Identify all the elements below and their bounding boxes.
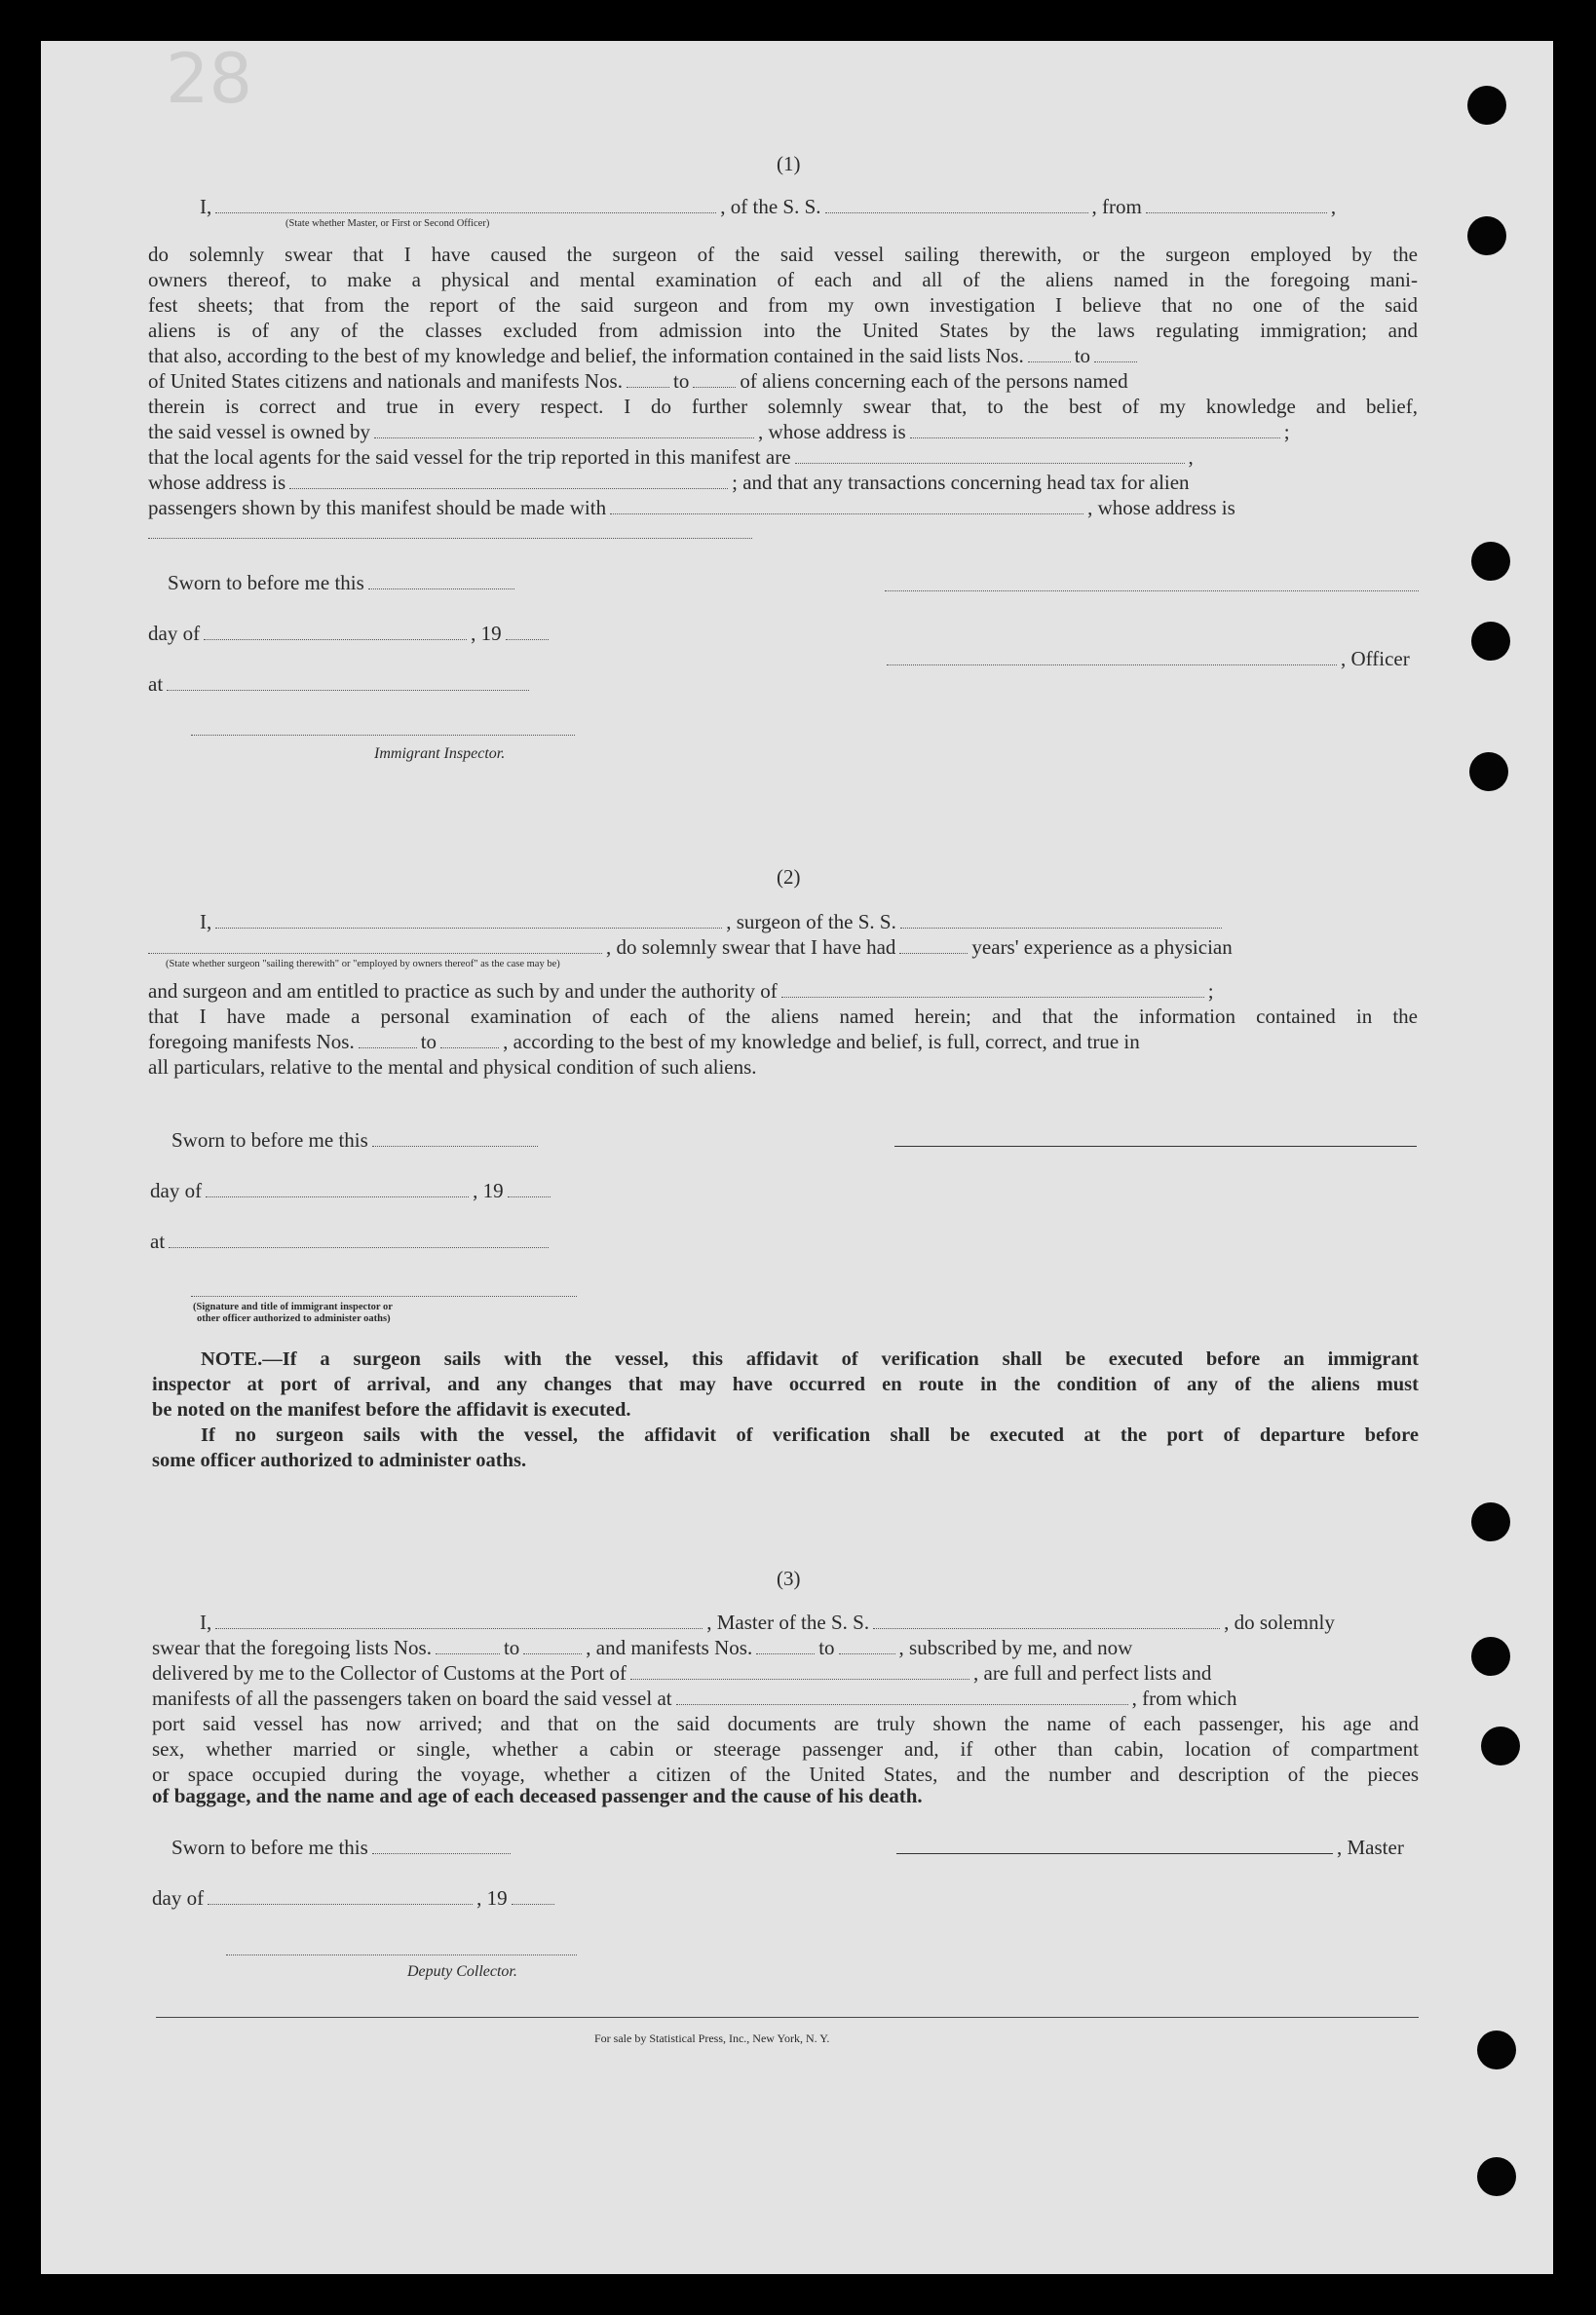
paragraph-line: of baggage, and the name and age of each deceased passenger and the cause of his death. (152, 1784, 923, 1807)
paragraph-line: that the local agents for the said vessel for the trip reported in this manifest are , (148, 445, 1194, 469)
inspector-signature-line[interactable] (191, 1296, 577, 1297)
paragraph-line: fest sheets; that from the report of the said surgeon and from my own investigation I believe that no one of the said (148, 293, 1418, 317)
paragraph-line: whose address is ; and that any transactions concerning head tax for alien (148, 471, 1190, 494)
of-ss-label: , of the S. S. (720, 195, 821, 218)
sig-title-caption: (Signature and title of immigrant inspector or (193, 1302, 393, 1312)
master-signature-field[interactable] (896, 1839, 1333, 1854)
master-manifests-from-field[interactable] (756, 1639, 815, 1654)
faint-page-number: 28 (166, 39, 253, 119)
master-lists-to-field[interactable] (523, 1639, 582, 1654)
signature-line[interactable] (885, 590, 1419, 591)
oath-line-1: I, , of the S. S. , from , (200, 195, 1337, 218)
master-line-1: I, , Master of the S. S. , do solemnly (200, 1611, 1335, 1634)
year-field[interactable] (508, 1182, 551, 1197)
month-field[interactable] (208, 1889, 473, 1905)
day-of-label: day of , 19 (150, 1179, 554, 1202)
surgeon-manifests-from-field[interactable] (359, 1033, 417, 1048)
paragraph-line: therein is correct and true in every respect. I do further solemnly swear that, to the best of my knowledge and belief, (148, 395, 1418, 418)
at-label: at (150, 1230, 552, 1253)
sworn-date-field[interactable] (372, 1839, 511, 1854)
head-tax-address-field[interactable] (148, 538, 752, 539)
master-vessel-field[interactable] (873, 1613, 1220, 1629)
port-of-departure-field[interactable] (676, 1689, 1128, 1705)
year-field[interactable] (512, 1889, 554, 1905)
punch-hole (1467, 216, 1506, 255)
sworn-date-field[interactable] (372, 1131, 538, 1147)
master-name-field[interactable] (215, 1613, 703, 1629)
inspector-signature-line[interactable] (191, 735, 575, 736)
punch-hole (1481, 1727, 1520, 1765)
master-manifests-to-field[interactable] (839, 1639, 895, 1654)
punch-hole (1471, 1502, 1510, 1541)
at-place-field[interactable] (167, 675, 529, 691)
paragraph-line: swear that the foregoing lists Nos. to , and manifests Nos. to , subscribed by me, and now (152, 1636, 1133, 1659)
master-lists-from-field[interactable] (436, 1639, 500, 1654)
surgeon-line-2: , do solemnly swear that I have had years' experience as a physician (148, 935, 1418, 959)
paragraph-line: port said vessel has now arrived; and that on the said documents are truly shown the name of each passenger, his age and (152, 1712, 1419, 1735)
sworn-label: Sworn to before me this (168, 571, 518, 594)
officer-name-field[interactable] (215, 198, 716, 213)
agents-address-field[interactable] (289, 474, 728, 489)
officer-signature-field[interactable] (887, 650, 1337, 665)
paragraph-line: and surgeon and am entitled to practice as such by and under the authority of ; (148, 979, 1214, 1003)
officer-signature: , Officer (883, 647, 1410, 670)
surgeon-line-1: I, , surgeon of the S. S. (200, 910, 1226, 933)
surgeon-name-field[interactable] (215, 913, 722, 929)
authority-field[interactable] (781, 982, 1204, 998)
day-of-label: day of , 19 (152, 1886, 558, 1910)
punch-hole (1477, 2030, 1516, 2069)
surgeon-manifests-to-field[interactable] (440, 1033, 499, 1048)
paragraph-line: the said vessel is owned by , whose address is ; (148, 420, 1290, 443)
day-of-label: day of , 19 (148, 622, 552, 645)
punch-hole (1471, 1637, 1510, 1676)
paragraph-line: that also, according to the best of my knowledge and belief, the information contained in the said lists Nos. to (148, 343, 1418, 368)
punch-hole (1471, 622, 1510, 661)
owner-address-field[interactable] (910, 423, 1280, 438)
manifests-from-field[interactable] (627, 372, 669, 388)
paragraph-line: manifests of all the passengers taken on board the said vessel at , from which (152, 1687, 1237, 1710)
sig-title-caption: other officer authorized to administer oaths) (197, 1313, 391, 1324)
paragraph-line: or space occupied during the voyage, whether a citizen of the United States, and the number and description of the pieces (152, 1763, 1419, 1786)
master-signature: , Master (893, 1836, 1404, 1859)
note-line: NOTE.—If a surgeon sails with the vessel, this affidavit of verification shall be executed before an immigrant (201, 1348, 1419, 1370)
note-line: be noted on the manifest before the affidavit is executed. (152, 1399, 631, 1421)
punch-hole (1467, 86, 1506, 125)
at-place-field[interactable] (169, 1233, 549, 1248)
footer-rule (156, 2017, 1419, 2018)
paragraph-line: delivered by me to the Collector of Customs at the Port of , are full and perfect lists and (152, 1661, 1212, 1685)
paragraph-line: sex, whether married or single, whether a cabin or steerage passenger and, if other than cabin, location of compartment (152, 1737, 1419, 1761)
local-agents-field[interactable] (795, 448, 1185, 464)
paragraph-line: aliens is of any of the classes excluded from admission into the United States by the laws regulating immigration; and (148, 319, 1418, 342)
sworn-label: Sworn to before me this (171, 1836, 514, 1859)
month-field[interactable] (206, 1182, 469, 1197)
years-experience-field[interactable] (899, 938, 968, 954)
punch-hole (1469, 752, 1508, 791)
collector-caption: Deputy Collector. (407, 1963, 517, 1980)
note-line: inspector at port of arrival, and any changes that may have occurred en route in the condition of any of the aliens must (152, 1374, 1419, 1395)
lists-from-field[interactable] (1028, 347, 1071, 362)
at-label: at (148, 672, 533, 696)
surgeon-signature-line[interactable] (894, 1146, 1417, 1147)
lists-to-field[interactable] (1094, 347, 1137, 362)
manifests-to-field[interactable] (693, 372, 736, 388)
surgeon-status-field[interactable] (148, 938, 602, 954)
from-label: , from (1091, 195, 1142, 218)
inspector-caption: Immigrant Inspector. (374, 745, 506, 762)
paragraph-line: of United States citizens and nationals and manifests Nos. to of aliens concerning each of the persons named (148, 369, 1128, 393)
paragraph-line: that I have made a personal examination of each of the aliens named herein; and that the information contained in the (148, 1005, 1418, 1028)
section-3-heading: (3) (777, 1567, 801, 1590)
punch-hole (1477, 2157, 1516, 2196)
paragraph-line: foregoing manifests Nos. to , according to the best of my knowledge and belief, is full, correct, and true in (148, 1030, 1140, 1053)
note-line: If no surgeon sails with the vessel, the affidavit of verification shall be executed at the port of departure before (201, 1424, 1419, 1446)
note-line: some officer authorized to administer oaths. (152, 1450, 527, 1471)
port-of-arrival-field[interactable] (630, 1664, 969, 1680)
month-field[interactable] (204, 625, 467, 640)
sworn-date-field[interactable] (368, 574, 514, 589)
from-port-field[interactable] (1146, 198, 1327, 213)
section-2-heading: (2) (777, 865, 801, 889)
i-label: I, (200, 195, 212, 218)
sworn-label: Sworn to before me this (171, 1128, 542, 1152)
paragraph-line: passengers shown by this manifest should be made with , whose address is (148, 496, 1235, 519)
paragraph-line: owners thereof, to make a physical and mental examination of each and all of the aliens named in the foregoing mani- (148, 268, 1418, 291)
collector-signature-line[interactable] (226, 1954, 577, 1955)
vessel-name-field[interactable] (825, 198, 1088, 213)
state-surgeon-note: (State whether surgeon "sailing therewith" or "employed by owners thereof" as the case may be) (166, 959, 560, 969)
section-1-heading: (1) (777, 152, 801, 175)
footer-imprint: For sale by Statistical Press, Inc., New York, N. Y. (594, 2031, 830, 2045)
head-tax-contact-field[interactable] (610, 499, 1083, 514)
paragraph-line: do solemnly swear that I have caused the surgeon of the said vessel sailing therewith, or the surgeon employed by the (148, 243, 1418, 266)
owner-field[interactable] (374, 423, 754, 438)
surgeon-vessel-field[interactable] (900, 913, 1222, 929)
state-officer-note: (State whether Master, or First or Second Officer) (285, 218, 490, 229)
year-field[interactable] (506, 625, 549, 640)
paragraph-line: all particulars, relative to the mental and physical condition of such aliens. (148, 1055, 757, 1079)
punch-hole (1471, 542, 1510, 581)
